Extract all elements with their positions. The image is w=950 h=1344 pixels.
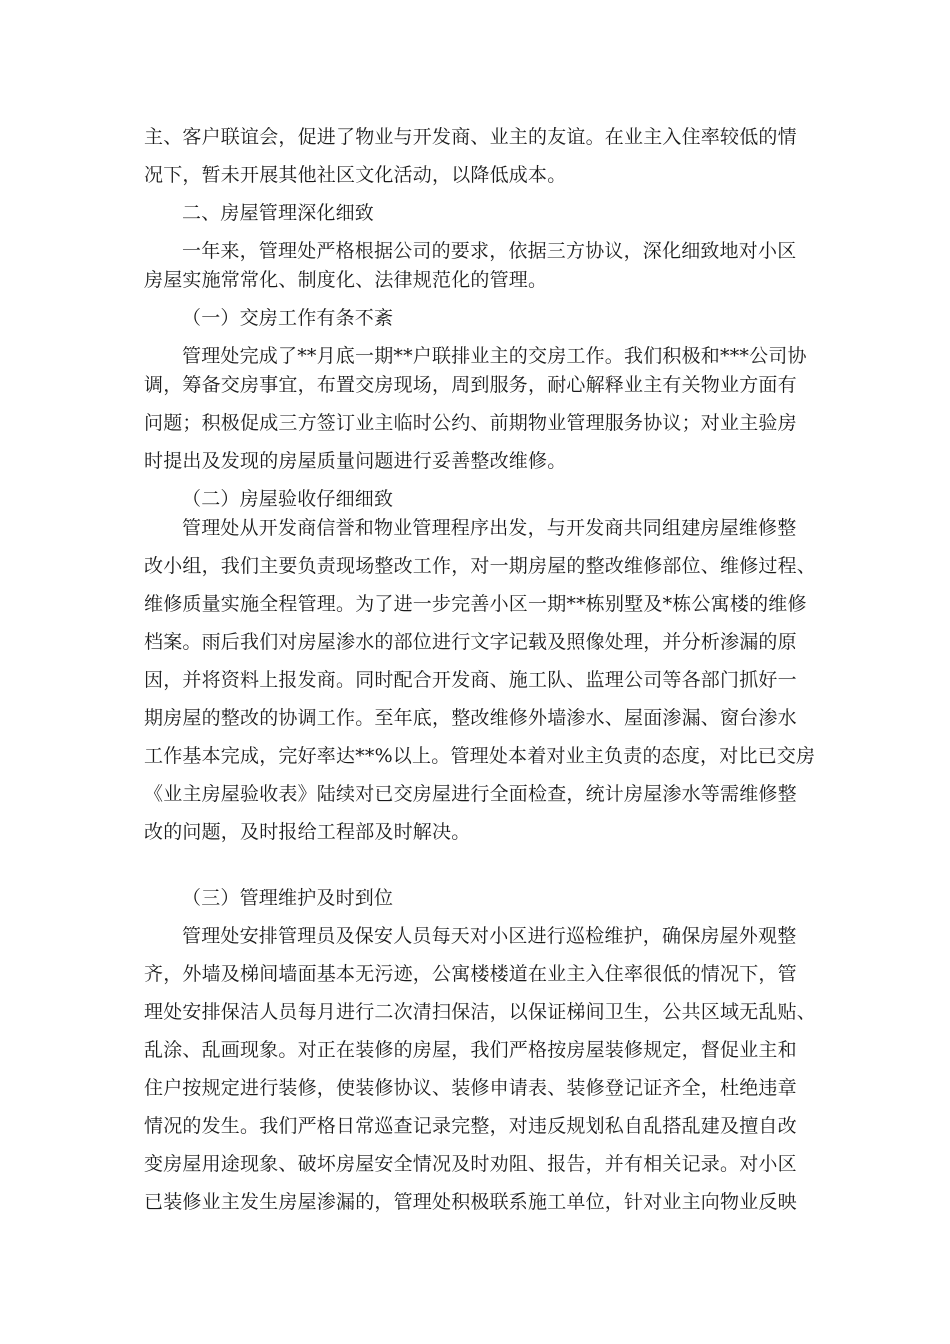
paragraph-first-line: 一年来，管理处严格根据公司的要求，依据三方协议，深化细致地对小区 xyxy=(182,240,797,262)
subsection-heading: （一）交房工作有条不紊 xyxy=(182,307,394,329)
body-line: 齐，外墙及梯间墙面基本无污迹，公寓楼楼道在业主入住率很低的情况下，管 xyxy=(144,963,797,985)
body-line: 已装修业主发生房屋渗漏的，管理处积极联系施工单位，针对业主向物业反映 xyxy=(144,1191,797,1213)
body-line: 情况的发生。我们严格日常巡查记录完整，对违反规划私自乱搭乱建及擅自改 xyxy=(144,1115,797,1137)
body-line: 问题；积极促成三方签订业主临时公约、前期物业管理服务协议；对业主验房 xyxy=(144,412,797,434)
body-line: 乱涂、乱画现象。对正在装修的房屋，我们严格按房屋装修规定，督促业主和 xyxy=(144,1039,797,1061)
body-line: 房屋实施常常化、制度化、法律规范化的管理。 xyxy=(144,269,548,291)
body-line: 期房屋的整改的协调工作。至年底，整改维修外墙渗水、屋面渗漏、窗台渗水 xyxy=(144,707,797,729)
body-line: 工作基本完成，完好率达**%以上。管理处本着对业主负责的态度，对比已交房 xyxy=(144,745,816,767)
body-line: 改小组，我们主要负责现场整改工作，对一期房屋的整改维修部位、维修过程、 xyxy=(144,555,817,577)
subsection-heading: （二）房屋验收仔细细致 xyxy=(182,488,394,510)
body-line: 《业主房屋验收表》陆续对已交房屋进行全面检查，统计房屋渗水等需维修整 xyxy=(144,783,797,805)
paragraph-first-line: 管理处安排管理员及保安人员每天对小区进行巡检维护，确保房屋外观整 xyxy=(182,925,797,947)
body-line: 况下，暂未开展其他社区文化活动，以降低成本。 xyxy=(144,164,567,186)
body-line: 因，并将资料上报发商。同时配合开发商、施工队、监理公司等各部门抓好一 xyxy=(144,669,797,691)
body-line: 理处安排保洁人员每月进行二次清扫保洁，以保证梯间卫生，公共区域无乱贴、 xyxy=(144,1001,817,1023)
body-line: 调，筹备交房事宜，布置交房现场，周到服务，耐心解释业主有关物业方面有 xyxy=(144,374,797,396)
body-line: 改的问题，及时报给工程部及时解决。 xyxy=(144,821,471,843)
section-heading: 二、房屋管理深化细致 xyxy=(182,202,375,224)
paragraph-first-line: 管理处从开发商信誉和物业管理程序出发，与开发商共同组建房屋维修整 xyxy=(182,517,797,539)
body-line: 维修质量实施全程管理。为了进一步完善小区一期**栋别墅及*栋公寓楼的维修 xyxy=(144,593,807,615)
subsection-heading: （三）管理维护及时到位 xyxy=(182,887,394,909)
body-line: 档案。雨后我们对房屋渗水的部位进行文字记载及照像处理，并分析渗漏的原 xyxy=(144,631,797,653)
body-line: 时提出及发现的房屋质量问题进行妥善整改维修。 xyxy=(144,450,567,472)
body-line: 住户按规定进行装修，使装修协议、装修申请表、装修登记证齐全，杜绝违章 xyxy=(144,1077,797,1099)
body-line: 主、客户联谊会，促进了物业与开发商、业主的友谊。在业主入住率较低的情 xyxy=(144,126,797,148)
paragraph-first-line: 管理处完成了**月底一期**户联排业主的交房工作。我们积极和***公司协 xyxy=(182,345,807,367)
body-line: 变房屋用途现象、破坏房屋安全情况及时劝阻、报告，并有相关记录。对小区 xyxy=(144,1153,797,1175)
